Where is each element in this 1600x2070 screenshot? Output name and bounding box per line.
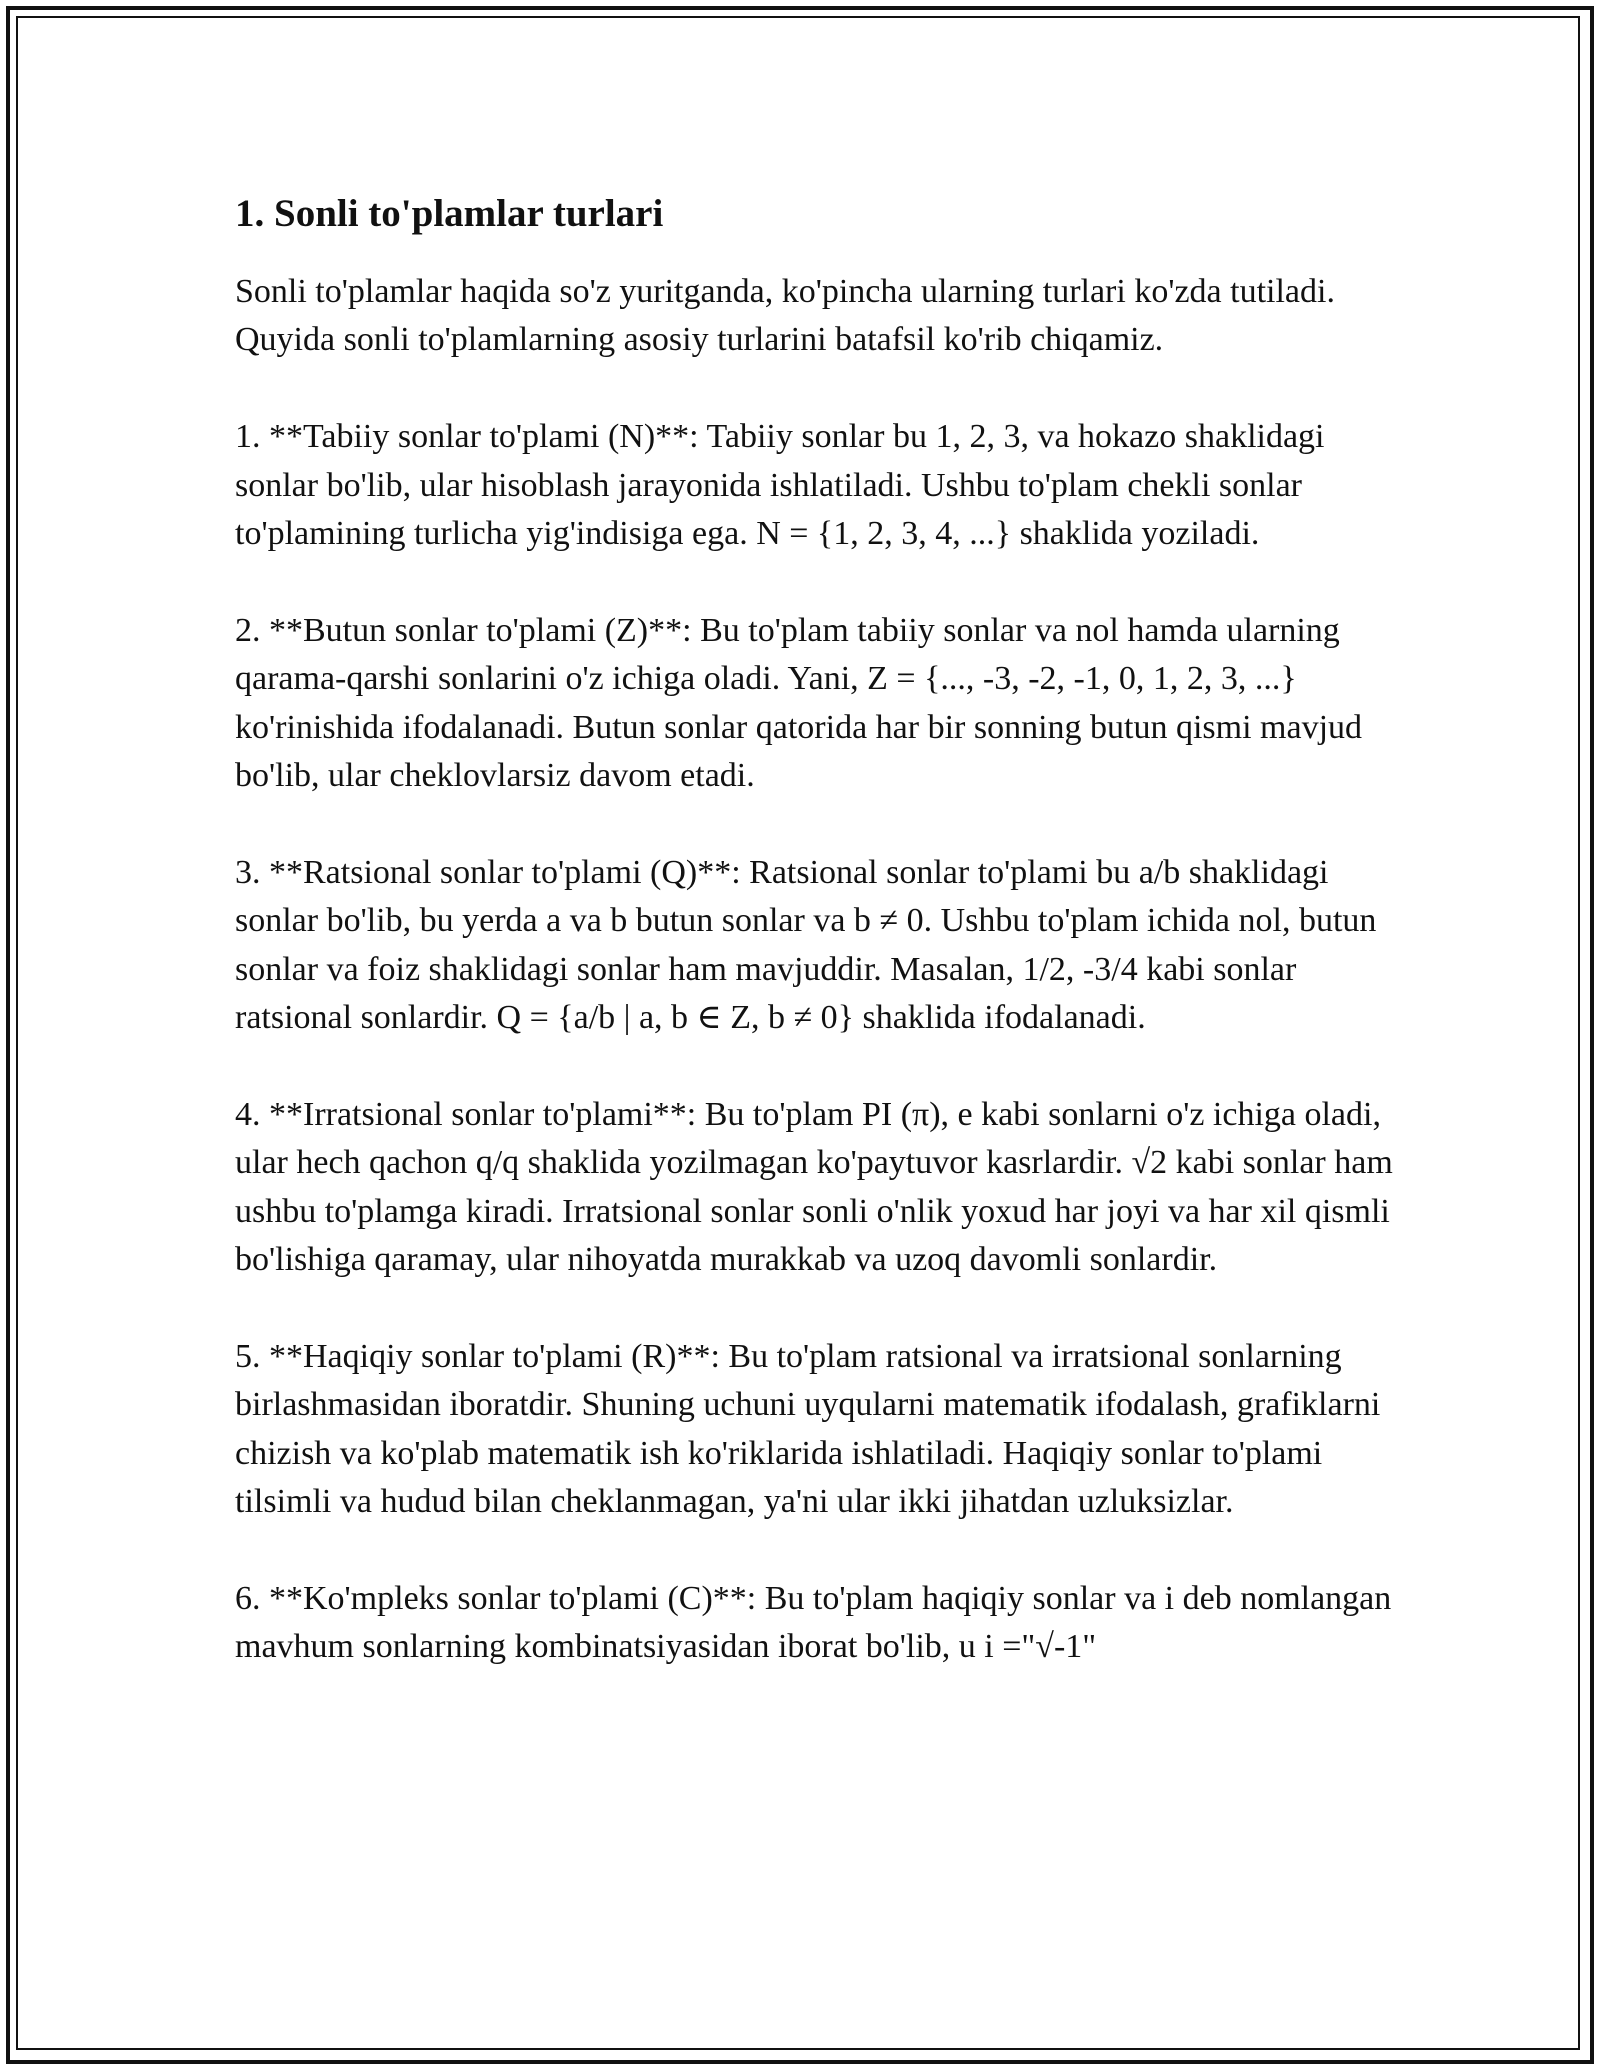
complex-numbers-paragraph: 6. **Ko'mpleks sonlar to'plami (C)**: Bu to'plam haqiqiy sonlar va i deb nomlangan mavhum sonlarning kombinatsiyasidan iborat bo'lib, u i ="√-1" bbox=[235, 1579, 1392, 1666]
section-heading: 1. Sonli to'plamlar turlari bbox=[235, 192, 664, 235]
real-numbers-paragraph: 5. **Haqiqiy sonlar to'plami (R)**: Bu to'plam ratsional va irratsional sonlarning birlashmasidan iboratdir. Shuning uchuni uyqularni matematik ifodalash, grafiklarni chizish va ko'plab matematik ish ko'riklarida ishlatiladi. Haqiqiy sonlar to'plami tilsimli va hudud bilan cheklanmagan, ya'ni ular ikki jihatdan uzluksizlar. bbox=[235, 1337, 1381, 1521]
document-body bbox=[235, 184, 1395, 1720]
intro-paragraph: Sonli to'plamlar haqida so'z yuritganda, ko'pincha ularning turlari ko'zda tutiladi. Quyida sonli to'plamlarning asosiy turlarini batafsil ko'rib chiqamiz. bbox=[235, 273, 1335, 359]
natural-numbers-paragraph: 1. **Tabiiy sonlar to'plami (N)**: Tabiiy sonlar bu 1, 2, 3, va hokazo shaklidagi sonlar bo'lib, ular hisoblash jarayonida ishlatiladi. Ushbu to'plam chekli sonlar to'plamining turlicha yig'indisiga ega. N = {1, 2, 3, 4, ...} shaklida yoziladi. bbox=[235, 418, 1325, 553]
integers-paragraph: 2. **Butun sonlar to'plami (Z)**: Bu to'plam tabiiy sonlar va nol hamda ularning qarama-qarshi sonlarini o'z ichiga oladi. Yani, Z = {..., -3, -2, -1, 0, 1, 2, 3, ...} ko'rinishida ifodalanadi. Butun sonlar qatorida har bir sonning butun qismi mavjud bo'lib, ular cheklovlarsiz davom etadi. bbox=[235, 611, 1363, 795]
rational-numbers-paragraph: 3. **Ratsional sonlar to'plami (Q)**: Ratsional sonlar to'plami bu a/b shaklidagi sonlar bo'lib, bu yerda a va b butun sonlar va b ≠ 0. Ushbu to'plam ichida nol, butun sonlar va foiz shaklidagi sonlar ham mavjuddir. Masalan, 1/2, -3/4 kabi sonlar ratsional sonlardir. Q = {a/b | a, b ∈ Z, b ≠ 0} shaklida ifodalanadi. bbox=[235, 853, 1377, 1037]
irrational-numbers-paragraph: 4. **Irratsional sonlar to'plami**: Bu to'plam PI (π), e kabi sonlarni o'z ichiga oladi, ular hech qachon q/q shaklida yozilmagan ko'paytuvor kasrlardir. √2 kabi sonlar ham ushbu to'plamga kiradi. Irratsional sonlar sonli o'nlik yoxud har joyi va har xil qismli bo'lishiga qaramay, ular nihoyatda murakkab va uzoq davomli sonlardir. bbox=[235, 1095, 1393, 1279]
